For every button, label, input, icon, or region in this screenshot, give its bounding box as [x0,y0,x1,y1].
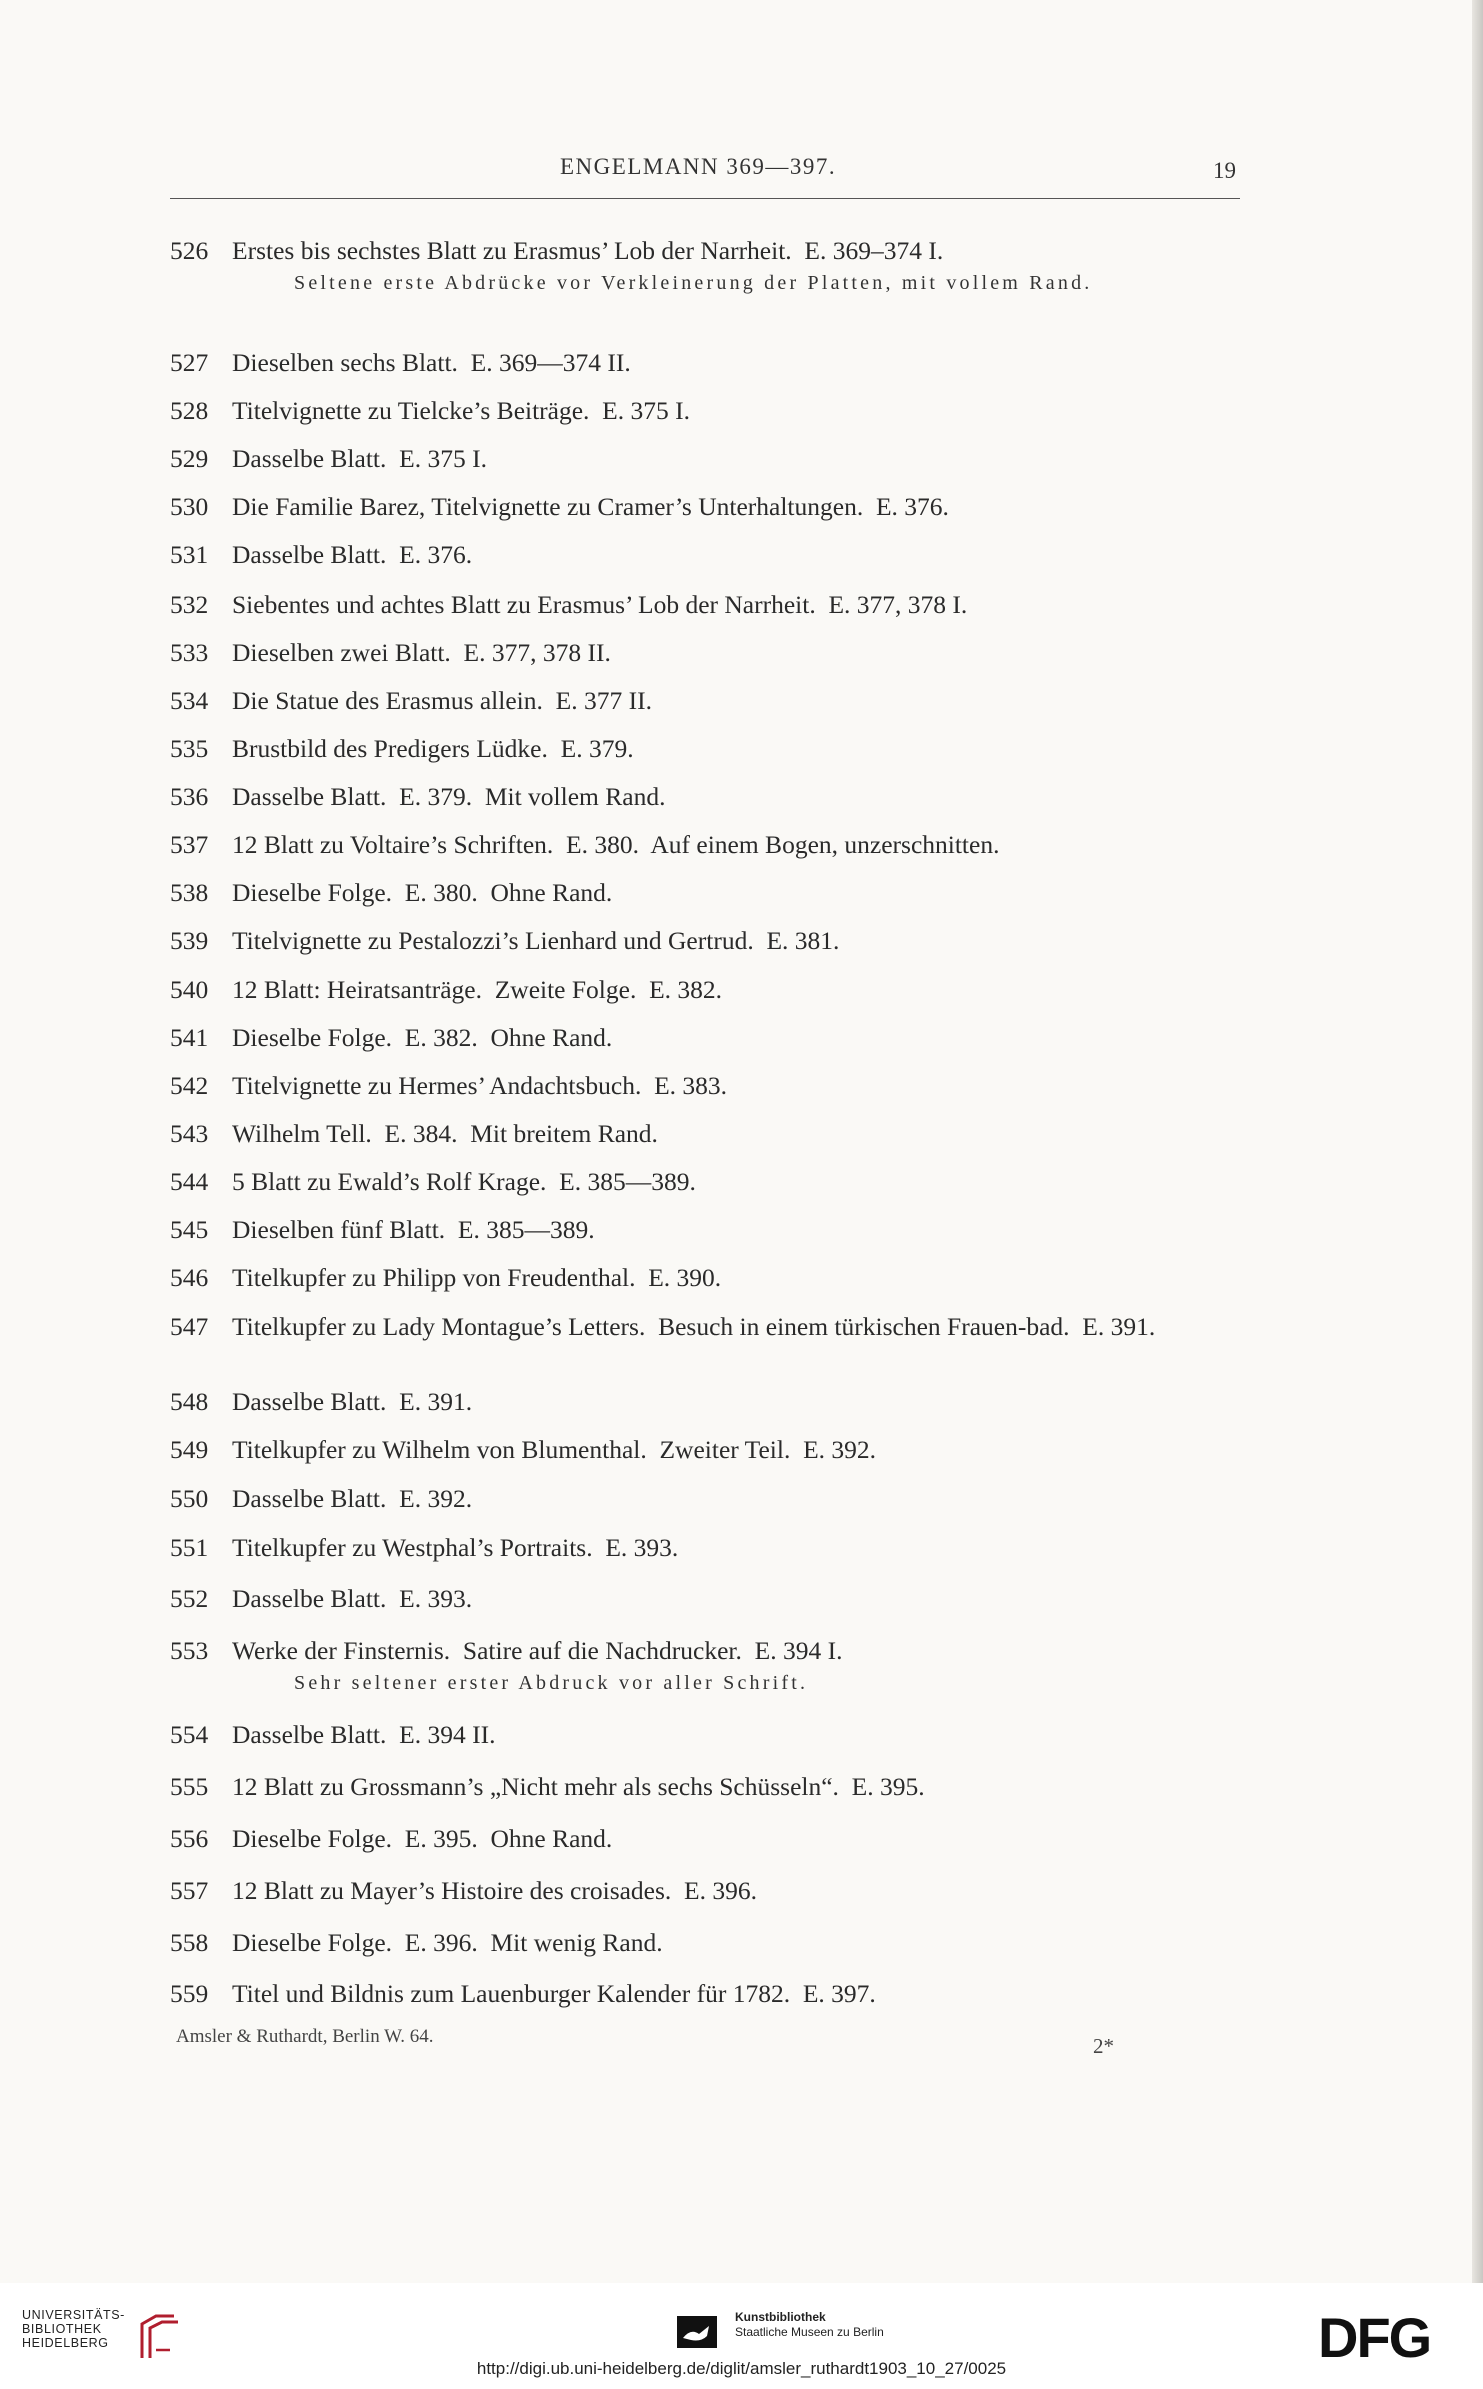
entry-number: 547 [170,1312,209,1341]
museum-eagle-icon [677,2316,717,2348]
university-line: BIBLIOTHEK [22,2322,102,2336]
page-edge [1472,0,1483,2283]
entry-text: Dieselben zwei Blatt. E. 377, 378 II. [232,638,611,667]
entry-text: Titelvignette zu Pestalozzi’s Lienhard und Gertrud. E. 381. [232,926,840,955]
entry-text: Dieselbe Folge. E. 382. Ohne Rand. [232,1023,613,1052]
entry-note: Seltene erste Abdrücke vor Verkleinerung der Platten, mit vollem Rand. [294,272,1093,294]
entry-number: 544 [170,1167,209,1196]
entry-text: Siebentes und achtes Blatt zu Erasmus’ Lob der Narrheit. E. 377, 378 I. [232,590,968,619]
university-library-name [22,2308,125,2350]
entry-number: 527 [170,348,209,377]
entry-text: Dieselben sechs Blatt. E. 369—374 II. [232,348,631,377]
running-head: ENGELMANN 369—397. [560,154,837,179]
entry-number: 534 [170,686,209,715]
entry-text: Dasselbe Blatt. E. 379. Mit vollem Rand. [232,782,666,811]
entry-text: Werke der Finsternis. Satire auf die Nachdrucker. E. 394 I. [232,1636,843,1665]
entry-text: Titelkupfer zu Wilhelm von Blumenthal. Zweiter Teil. E. 392. [232,1435,877,1464]
entry-text: Erstes bis sechstes Blatt zu Erasmus’ Lob der Narrheit. E. 369–374 I. [232,236,944,265]
entry-text: Dasselbe Blatt. E. 393. [232,1584,473,1613]
kunstbibliothek-label [735,2310,1035,2340]
entry-number: 526 [170,236,209,265]
entry-number: 537 [170,830,209,859]
entry-number: 533 [170,638,209,667]
entry-text: 12 Blatt zu Mayer’s Histoire des croisades. E. 396. [232,1876,758,1905]
entry-number: 555 [170,1772,209,1801]
entry-text: Titel und Bildnis zum Lauenburger Kalender für 1782. E. 397. [232,1979,876,2008]
entry-number: 545 [170,1215,209,1244]
entry-number: 558 [170,1928,209,1957]
university-line: UNIVERSITÄTS- [22,2308,125,2322]
entry-text: 12 Blatt zu Voltaire’s Schriften. E. 380. Auf einem Bogen, unzerschnitten. [232,830,1000,859]
entry-number: 548 [170,1387,209,1416]
entry-text: Titelvignette zu Hermes’ Andachtsbuch. E. 383. [232,1071,728,1100]
entry-number: 551 [170,1533,209,1562]
entry-number: 532 [170,590,209,619]
entry-text: Titelkupfer zu Philipp von Freudenthal. E. 390. [232,1263,722,1292]
entry-text: Dasselbe Blatt. E. 392. [232,1484,473,1513]
entry-number: 530 [170,492,209,521]
entry-text: Wilhelm Tell. E. 384. Mit breitem Rand. [232,1119,658,1148]
entry-text: Dasselbe Blatt. E. 375 I. [232,444,487,473]
permalink-url[interactable]: http://digi.ub.uni-heidelberg.de/diglit/amsler_ruthardt1903_10_27/0025 [476,2359,1007,2378]
entry-text: Dieselbe Folge. E. 395. Ohne Rand. [232,1824,613,1853]
entry-number: 554 [170,1720,209,1749]
kunstbibliothek-name: Kunstbibliothek [735,2310,826,2324]
entry-text: Dieselben fünf Blatt. E. 385—389. [232,1215,595,1244]
entry-number: 546 [170,1263,209,1292]
entry-text: Dasselbe Blatt. E. 394 II. [232,1720,496,1749]
entry-number: 535 [170,734,209,763]
page-number: 19 [1213,158,1236,183]
kunstbibliothek-subtitle: Staatliche Museen zu Berlin [735,2325,884,2339]
entry-number: 539 [170,926,209,955]
entry-number: 557 [170,1876,209,1905]
entry-text: Dasselbe Blatt. E. 376. [232,540,473,569]
entry-text: 12 Blatt: Heiratsanträge. Zweite Folge. E. 382. [232,975,723,1004]
entry-text: Brustbild des Predigers Lüdke. E. 379. [232,734,634,763]
entry-text: Dieselbe Folge. E. 380. Ohne Rand. [232,878,613,907]
entry-text: Titelkupfer zu Westphal’s Portraits. E. 393. [232,1533,679,1562]
entry-number: 536 [170,782,209,811]
entry-number: 528 [170,396,209,425]
entry-number: 553 [170,1636,209,1665]
entry-text: Die Familie Barez, Titelvignette zu Cramer’s Unterhaltungen. E. 376. [232,492,949,521]
signature-mark: 2* [1093,2034,1114,2058]
entry-text: Titelkupfer zu Lady Montague’s Letters. Besuch in einem türkischen Frauen-bad. E. 391. [232,1312,1156,1341]
entry-number: 538 [170,878,209,907]
university-line: HEIDELBERG [22,2336,109,2350]
dfg-logo[interactable]: DFG [1318,2306,1431,2369]
university-library-logo[interactable] [22,2308,125,2350]
entry-number: 556 [170,1824,209,1853]
entry-number: 542 [170,1071,209,1100]
entry-text: Die Statue des Erasmus allein. E. 377 II. [232,686,652,715]
header-rule [170,198,1240,199]
entry-note: Sehr seltener erster Abdruck vor aller Schrift. [294,1672,809,1694]
entry-number: 540 [170,975,209,1004]
entry-number: 529 [170,444,209,473]
entry-number: 549 [170,1435,209,1464]
entry-number: 541 [170,1023,209,1052]
entry-number: 543 [170,1119,209,1148]
publisher-imprint: Amsler & Ruthardt, Berlin W. 64. [176,2026,434,2047]
entry-text: 12 Blatt zu Grossmann’s „Nicht mehr als sechs Schüsseln“. E. 395. [232,1772,925,1801]
entry-text: Titelvignette zu Tielcke’s Beiträge. E. 375 I. [232,396,691,425]
digitization-footer [0,2283,1483,2389]
entry-number: 550 [170,1484,209,1513]
library-emblem-icon [134,2310,182,2362]
entry-number: 552 [170,1584,209,1613]
entry-text: Dieselbe Folge. E. 396. Mit wenig Rand. [232,1928,663,1957]
entry-number: 531 [170,540,209,569]
entry-number: 559 [170,1979,209,2008]
entry-text: 5 Blatt zu Ewald’s Rolf Krage. E. 385—389. [232,1167,696,1196]
entry-text: Dasselbe Blatt. E. 391. [232,1387,473,1416]
